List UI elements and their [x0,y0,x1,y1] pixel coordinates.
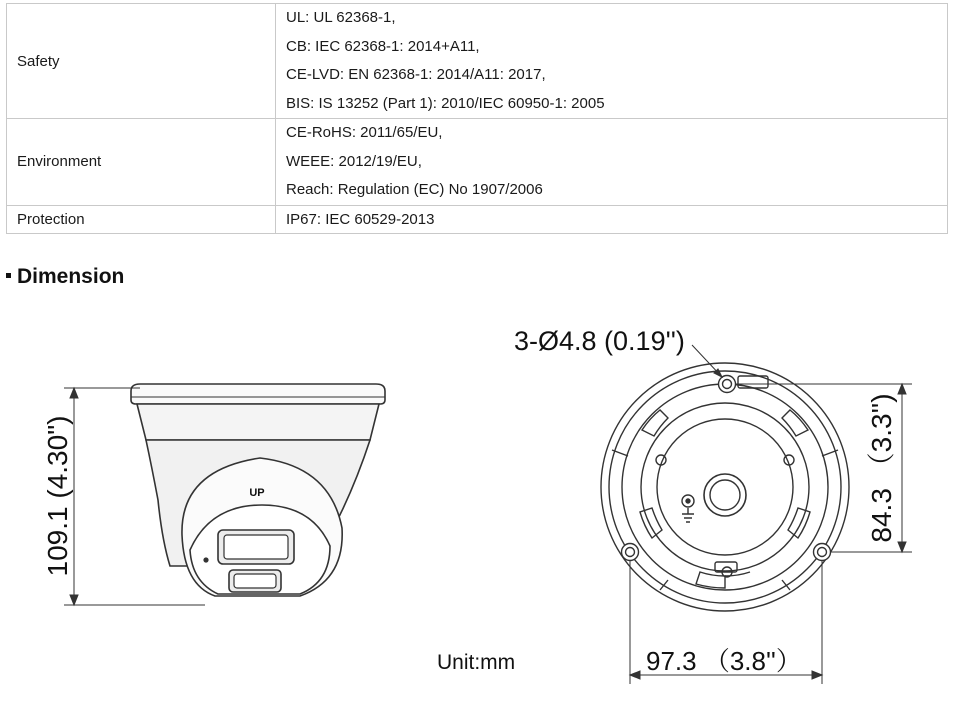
row-label: Environment [7,119,276,206]
table-row [7,4,948,119]
row-value [276,119,948,206]
up-marker: UP [249,487,265,499]
row-value [276,205,948,233]
base-height-label: 84.3 （3.3'') [866,393,897,543]
mount-hole-right [814,544,831,561]
value-line: IP67: IEC 60529-2013 [286,210,435,228]
section-heading-dimension [6,265,124,289]
value-line: UL: UL 62368-1, [286,9,396,26]
base-segment [696,572,725,588]
ir-window-inner [234,574,276,588]
camera-base-view [601,363,849,611]
value-line: Reach: Regulation (EC) No 1907/2006 [286,181,543,198]
side-height-label: 109.1 (4.30") [42,415,73,577]
hole-callout-label: 3-Ø4.8 (0.19'') [514,326,685,356]
base-ring-3 [622,384,828,590]
mic-hole [204,558,208,562]
section-heading-text: Dimension [17,265,125,288]
lens-window-inner [224,535,288,559]
base-segment [640,508,662,538]
reset-button-dot [686,499,690,503]
base-ring-4 [641,403,809,571]
row-value [276,4,948,119]
mount-hole-top [719,376,736,393]
specification-table [6,3,948,234]
base-width-label: 97.3 （3.8''） [646,646,802,676]
value-line: CB: IEC 62368-1: 2014+A11, [286,37,480,55]
row-label: Safety [7,4,276,119]
value-line: WEEE: 2012/19/EU, [286,152,422,170]
mount-hole-left [622,544,639,561]
unit-label: Unit:mm [437,651,516,674]
base-segment [642,410,668,436]
ground-symbol [682,508,694,522]
value-line: CE-LVD: EN 62368-1: 2014/A11: 2017, [286,66,546,83]
value-line: BIS: IS 13252 (Part 1): 2010/IEC 60950-1: 2005 [286,94,605,112]
camera-base-ring [137,404,379,440]
base-segment [788,508,810,538]
base-ring-5 [657,419,793,555]
base-rib [660,580,668,590]
dimension-drawing [0,300,960,723]
bullet-icon [6,273,11,278]
value-line: CE-RoHS: 2011/65/EU, [286,124,443,141]
table-row [7,119,948,206]
base-rib [782,580,790,590]
base-outer-ring [601,363,849,611]
table-row [7,205,948,233]
row-label: Protection [7,205,276,233]
base-ring-2 [609,371,841,603]
cable-hole-inner [710,480,740,510]
base-segment [782,410,808,436]
camera-top-cap [131,384,385,404]
